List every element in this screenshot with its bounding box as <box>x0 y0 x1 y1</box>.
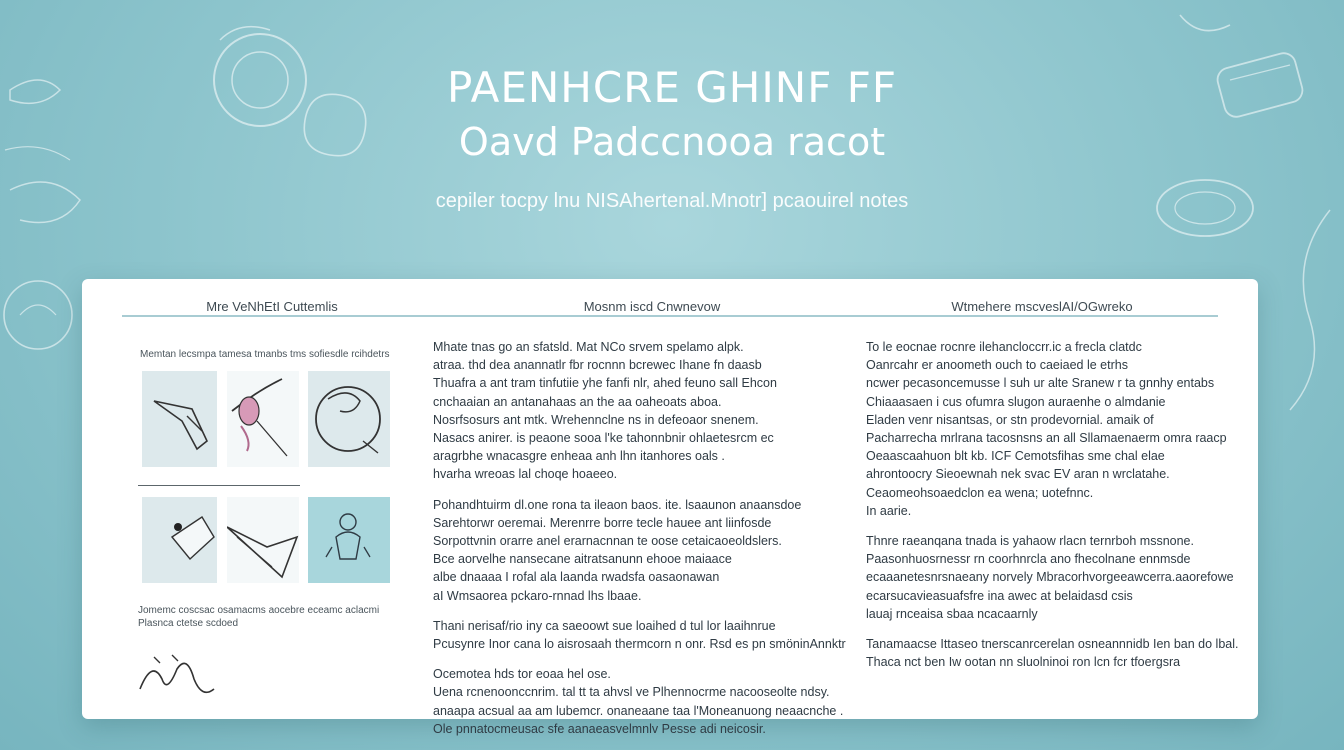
text-line: ahrontoocry Sieoewnah nek svac EV aran n wrclatahe. <box>866 467 1170 482</box>
text-line: Nosrfsosurs ant mtk. Wrehennclne ns in defeoaor snenem. <box>433 412 759 427</box>
text-line: Ole pnnatocmeusac sfe aanaeasvelmnlv Pesse adi neicosir. <box>433 721 766 736</box>
text-line: ncwer pecasoncemusse l suh ur alte Sranew r ta gnnhy entabs <box>866 376 1215 391</box>
text-line: In aarie. <box>866 503 912 518</box>
text-line: Uena rcnenoonccnrim. tal tt ta ahvsl ve Plhennocrme nacooseolte ndsy. <box>433 685 830 700</box>
page-subtitle: cepiler tocpy lnu NISAhertenal.Mnotr] pcaouirel notes <box>435 190 909 212</box>
text-line: Thnre raeanqana tnada is yahaow rlacn ternrboh mssnone. <box>866 534 1194 549</box>
text-line: Bce aorvelhe nansecane aitratsanunn ehooe maiaace <box>433 552 732 567</box>
text-line: Sarehtorwr oeremai. Merenrre borre tecle hauee ant liinfosde <box>433 515 772 530</box>
sketch-wrap-icon <box>227 497 299 583</box>
figure-panel-1 <box>142 371 217 467</box>
sketch-curve-right-icon <box>1270 200 1344 420</box>
text-line: Pacharrecha mrlrana tacosnsns an all Sllamaenaerm omra raacp <box>866 431 1227 446</box>
sketch-ring-diagram-icon <box>308 371 390 467</box>
sketch-device-icon <box>142 497 217 583</box>
text-line: cnchaaian an antanahaas an the aa oaheoats aboa. <box>433 394 722 409</box>
content-card <box>82 279 1258 736</box>
text-line: Pohandhtuirm dl.one rona ta ileaon baos. ite. lsaaunon anaansdoe <box>433 497 802 512</box>
text-line: lauaj rnceaisa sbaa ncacaarnly <box>866 606 1038 621</box>
text-line: Thuafra a ant tram tinfutiie yhe fanfi nlr, ahed feuno sall Ehcon <box>433 376 777 391</box>
text-line: aI Wmsaorea pckaro-rnnad lhs lbaae. <box>433 588 642 603</box>
text-line: Oanrcahr er anoometh ouch to caeiaed le etrhs <box>866 358 1128 373</box>
text-line: anaapa acsual aa am lubemcr. onaneaane taa l'Moneanuong neaacnche . <box>433 703 844 718</box>
text-line: Ceaomeohsoaedclon ea wena; uotefnnc. <box>866 485 1094 500</box>
text-line: Oeaascaahuon blt kb. ICF Cemotsfihas sme chal elae <box>866 449 1165 464</box>
text-line: Paasonhuosrnessr rn coorhnrcla ano fhecolnane ennmsde <box>866 552 1191 567</box>
text-line: Sorpottvnin orarre anel erarnacnnan te oose cetaicaoeoldslers. <box>433 534 782 549</box>
signature-sketch-icon <box>132 649 222 701</box>
figure-panel-3 <box>308 371 390 467</box>
page-title: PAENHCRE GHINF FF <box>446 63 898 112</box>
text-line: Eladen venr nisantsas, or stn prodevornial. amaik of <box>866 412 1154 427</box>
figure-top-caption: Memtan lecsmpa tamesa tmanbs tms sofiesdle rcihdetrs <box>140 349 390 360</box>
column-heading-middle: Mosnm iscd Cnwnevow <box>583 299 721 314</box>
text-line: Pcusynre Inor cana lo aisrosaah thermcorn n onr. Rsd es pn smöninAnnktr <box>433 637 846 652</box>
text-line: To le eocnae rocnre ilehancloccrr.ic a frecla clatdc <box>866 340 1142 354</box>
text-line: ecaaanetesnrsnaeany norvely Mbracorhvorgeeawcerra.aaorefowe <box>866 570 1234 585</box>
header-divider <box>122 315 1218 317</box>
figure-bottom-caption-2: Plasnca ctetse scdoed <box>138 618 239 629</box>
text-line: ecarsucavieasuafsfre ina awec at belaidasd csis <box>866 588 1133 603</box>
figure-bottom-caption-1: Jomemc coscsac osamacms aocebre eceamc aclacmi <box>138 605 380 616</box>
text-line: albe dnaaaa I rofal ala laanda rwadsfa oasaonawan <box>433 570 720 585</box>
text-line: Nasacs anirer. is peaone sooa l'ke tahonnbnir ohlaetesrcm ec <box>433 431 774 446</box>
header <box>0 62 1344 216</box>
column-heading-left: Mre VeNhEtI Cuttemlis <box>206 299 338 314</box>
text-line: Tanamaacse Ittaseo tnerscanrcerelan osneannnidb Ien ban do lbal. <box>866 637 1239 652</box>
figure-panel-5 <box>227 497 299 583</box>
right-text-column <box>866 338 1238 671</box>
text-line: Ocemotea hds tor eoaa hel ose. <box>433 667 611 682</box>
text-line: Thaca nct ben Iw ootan nn sluolninoi ron lcn fcr tfoergsra <box>866 655 1181 670</box>
sketch-figure-icon <box>308 497 390 583</box>
sketch-circle-left-icon <box>0 270 80 360</box>
text-line: Chiaaasaen i cus ofumra slugon auraenhe o almdanie <box>866 394 1166 409</box>
page-title-secondary: Oavd Padccnooa racot <box>458 120 886 164</box>
text-line: aragrbhe wnacasgre enheaa anh lhn itanhores oals . <box>433 449 725 464</box>
figure-divider <box>138 485 300 486</box>
text-line: Thani nerisaf/rio iny ca saeoowt sue loaihed d tul lor laaihnrue <box>433 618 776 633</box>
figure-panel-2 <box>227 371 299 467</box>
column-heading-right: Wtmehere mscveslAI/OGwreko <box>951 299 1133 314</box>
text-line: hvarha wreoas lal choqe hoaeeo. <box>433 467 618 482</box>
figure-panel-4 <box>142 497 217 583</box>
sketch-icon <box>142 371 217 467</box>
middle-text-column <box>433 338 846 738</box>
sketch-hand-icon <box>227 371 299 467</box>
text-line: atraa. thd dea anannatlr fbr rocnnn bcrewec Ihane fn daasb <box>433 358 762 373</box>
text-line: Mhate tnas go an sfatsld. Mat NCo srvem spelamo alpk. <box>433 340 744 354</box>
figure-panel-6 <box>308 497 390 583</box>
